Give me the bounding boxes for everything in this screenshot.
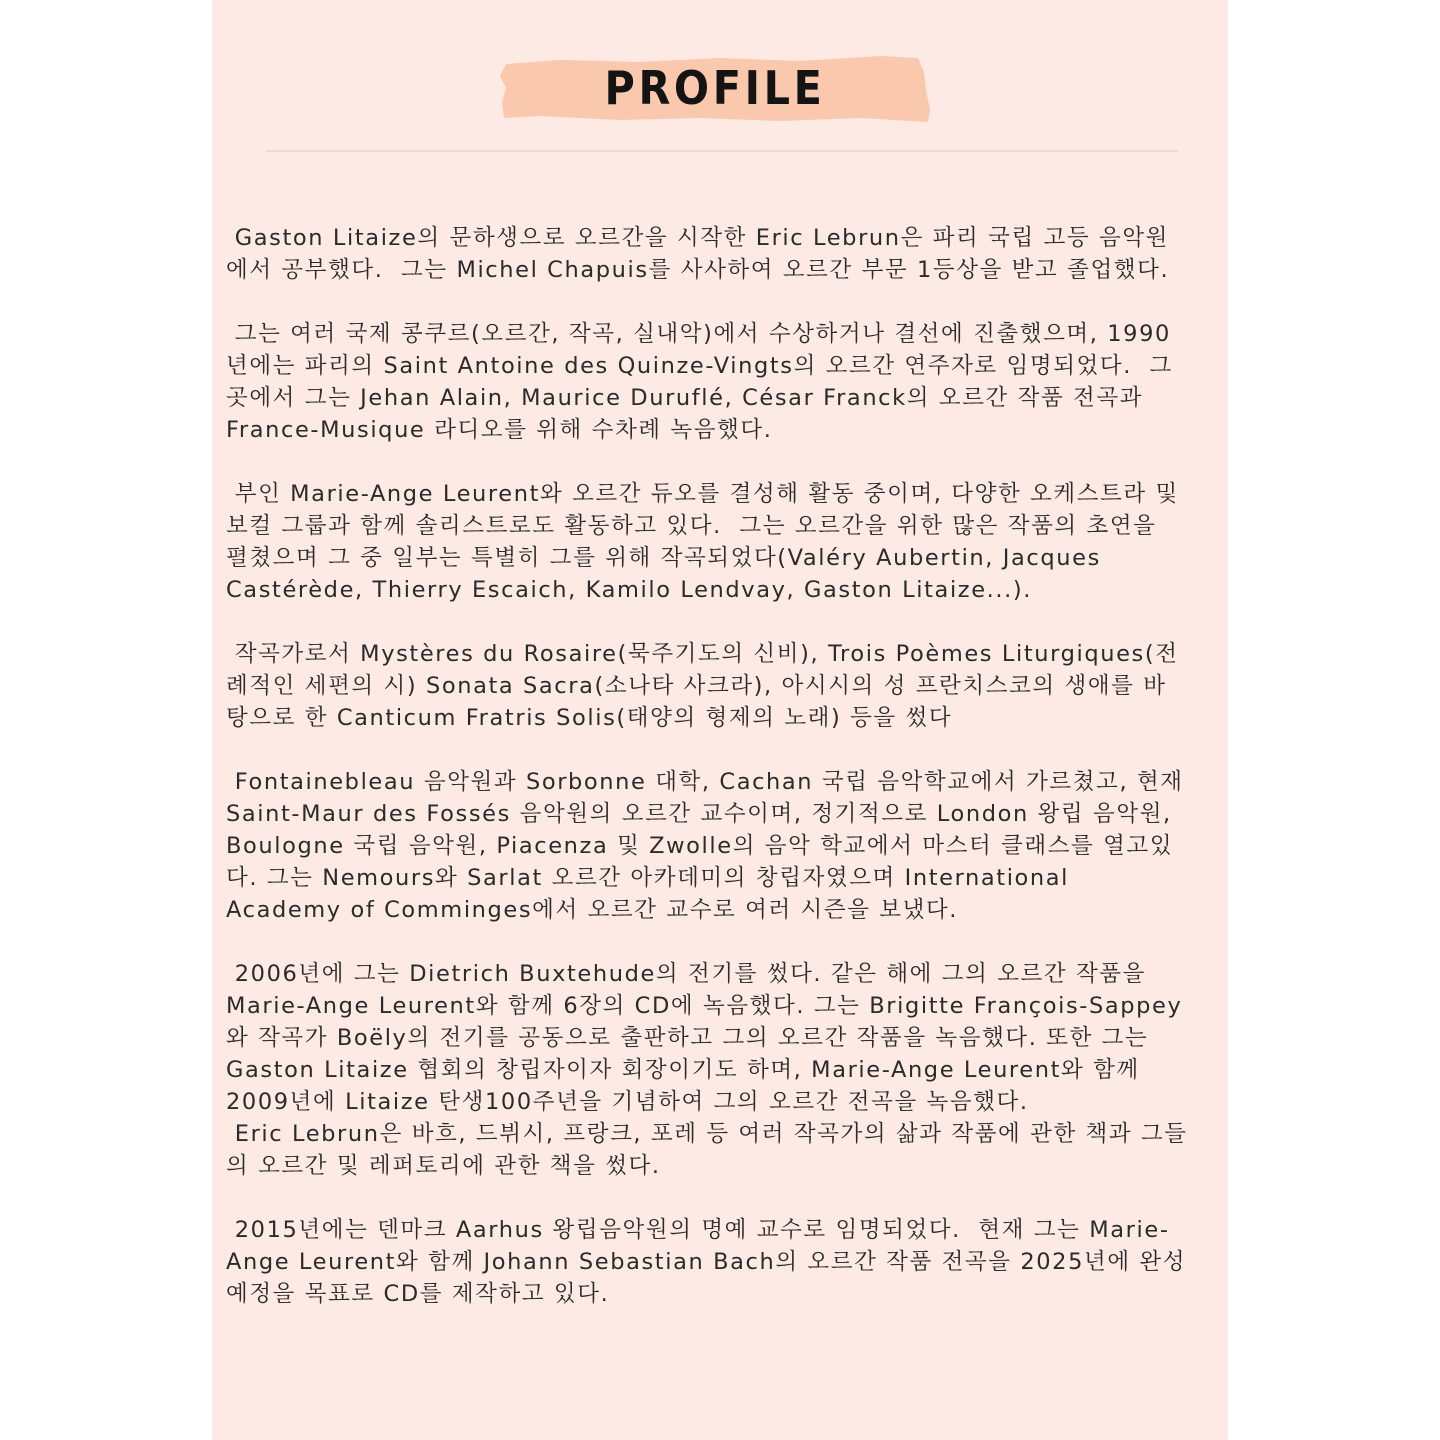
text-line: 2009년에 Litaize 탄생100주년을 기념하여 그의 오르간 전곡을 녹음했다.	[226, 1089, 1029, 1115]
text-line: 탕으로 한 Canticum Fratris Solis(태양의 형제의 노래) 등을 썼다	[226, 705, 953, 731]
paragraph-education	[226, 222, 1212, 286]
text-line: 그는 여러 국제 콩쿠르(오르간, 작곡, 실내악)에서 수상하거나 결선에 진출했으며, 1990	[226, 321, 1171, 347]
text-line: 례적인 세편의 시) Sonata Sacra(소나타 사크라), 아시시의 성 프란치스코의 생애를 바	[226, 673, 1167, 699]
paragraph-publications	[226, 958, 1212, 1182]
text-line: Boulogne 국립 음악원, Piacenza 및 Zwolle의 음악 학교에서 마스터 클래스를 열고있	[226, 833, 1174, 859]
paragraph-recent	[226, 1214, 1212, 1310]
text-line: Marie-Ange Leurent와 함께 6장의 CD에 녹음했다. 그는 Brigitte François-Sappey	[226, 993, 1183, 1019]
title-divider	[266, 150, 1178, 152]
paragraph-duo	[226, 478, 1212, 606]
text-line: Academy of Comminges에서 오르간 교수로 여러 시즌을 보냈다.	[226, 897, 959, 923]
text-line: Ange Leurent와 함께 Johann Sebastian Bach의 오르간 작품 전곡을 2025년에 완성	[226, 1249, 1187, 1275]
text-line: 곳에서 그는 Jehan Alain, Maurice Duruflé, César Franck의 오르간 작품 전곡과	[226, 385, 1144, 411]
text-line: France-Musique 라디오를 위해 수차례 녹음했다.	[226, 417, 773, 443]
profile-body	[226, 222, 1212, 1310]
text-line: 2006년에 그는 Dietrich Buxtehude의 전기를 썼다. 같은 해에 그의 오르간 작품을	[226, 961, 1146, 987]
text-line: 2015년에는 덴마크 Aarhus 왕립음악원의 명예 교수로 임명되었다. 현재 그는 Marie-	[226, 1217, 1170, 1243]
text-line: Saint-Maur des Fossés 음악원의 오르간 교수이며, 정기적으로 London 왕립 음악원,	[226, 801, 1172, 827]
text-line: 에서 공부했다. 그는 Michel Chapuis를 사사하여 오르간 부문 1등상을 받고 졸업했다.	[226, 257, 1170, 283]
text-line: Gaston Litaize 협회의 창립자이자 회장이기도 하며, Marie-Ange Leurent와 함께	[226, 1057, 1140, 1083]
text-line: Gaston Litaize의 문하생으로 오르간을 시작한 Eric Lebrun은 파리 국립 고등 음악원	[226, 225, 1169, 251]
title-banner	[500, 52, 930, 124]
text-line: 와 작곡가 Boëly의 전기를 공동으로 출판하고 그의 오르간 작품을 녹음했다. 또한 그는	[226, 1025, 1149, 1051]
text-line: Eric Lebrun은 바흐, 드뷔시, 프랑크, 포레 등 여러 작곡가의 삶과 작품에 관한 책과 그들	[226, 1121, 1188, 1147]
text-line: 다. 그는 Nemours와 Sarlat 오르간 아카데미의 창립자였으며 International	[226, 865, 1070, 891]
profile-page	[212, 0, 1228, 1440]
text-line: 작곡가로서 Mystères du Rosaire(묵주기도의 신비), Trois Poèmes Liturgiques(전	[226, 641, 1179, 667]
text-line: 보컬 그룹과 함께 솔리스트로도 활동하고 있다. 그는 오르간을 위한 많은 작품의 초연을	[226, 513, 1157, 539]
text-line: 펼쳤으며 그 중 일부는 특별히 그를 위해 작곡되었다(Valéry Aubertin, Jacques	[226, 545, 1101, 571]
text-line: Castérède, Thierry Escaich, Kamilo Lendvay, Gaston Litaize...).	[226, 577, 1033, 603]
text-line: 년에는 파리의 Saint Antoine des Quinze-Vingts의 오르간 연주자로 임명되었다. 그	[226, 353, 1173, 379]
text-line: 예정을 목표로 CD를 제작하고 있다.	[226, 1281, 610, 1307]
page-title: PROFILE	[604, 61, 826, 115]
text-line: 부인 Marie-Ange Leurent와 오르간 듀오를 결성해 활동 중이며, 다양한 오케스트라 및	[226, 481, 1179, 507]
paragraph-competitions	[226, 318, 1212, 446]
paragraph-compositions	[226, 638, 1212, 734]
text-line: Fontainebleau 음악원과 Sorbonne 대학, Cachan 국립 음악학교에서 가르쳤고, 현재	[226, 769, 1184, 795]
paragraph-teaching	[226, 766, 1212, 926]
text-line: 의 오르간 및 레퍼토리에 관한 책을 썼다.	[226, 1153, 661, 1179]
